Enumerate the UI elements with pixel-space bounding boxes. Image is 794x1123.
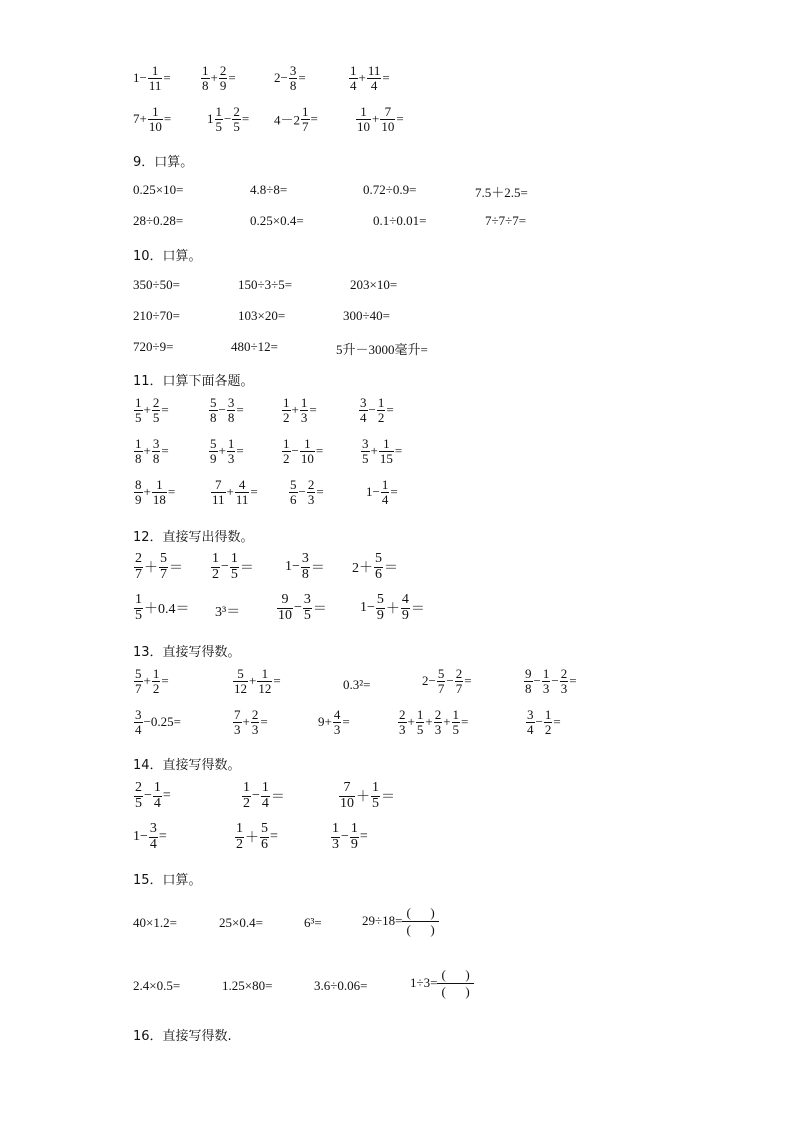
fraction: $\frac{1}{8}$ xyxy=(135,436,142,466)
fraction: $\frac{1}{18}$ xyxy=(152,477,166,507)
section-title-9: 9．口算。 xyxy=(133,155,194,170)
fraction: $\frac{1}{2}$ xyxy=(283,395,290,425)
expr: 1− $\frac{3}{4}$ = xyxy=(133,821,167,852)
expr: $\frac{1}{4}$ + $\frac{11}{4}$ = xyxy=(350,63,390,93)
fraction: $\frac{7}{10}$ xyxy=(340,780,354,811)
expr: $\frac{7}{10}$ ＋ $\frac{1}{5}$ ＝ xyxy=(340,780,395,811)
calc-item-blank: 1÷3= ( ) ( ) xyxy=(410,967,474,999)
fraction: $\frac{1}{7}$ xyxy=(302,104,309,134)
fraction: $\frac{1}{2}$ xyxy=(212,551,219,582)
fraction: $\frac{1}{2}$ xyxy=(152,666,160,696)
fraction: $\frac{3}{4}$ xyxy=(360,395,367,425)
fraction: $\frac{2}{3}$ xyxy=(251,707,259,737)
calc-item: 210÷70= xyxy=(133,308,180,323)
fraction: $\frac{3}{4}$ xyxy=(135,707,142,737)
expr: $\frac{7}{3}$ + $\frac{2}{3}$ = xyxy=(234,707,268,737)
calc-item: 28÷0.28= xyxy=(133,213,184,228)
fraction: $\frac{7}{11}$ xyxy=(212,477,225,507)
fraction: $\frac{2}{5}$ xyxy=(152,395,160,425)
expr: $\frac{5}{7}$ + $\frac{1}{2}$ = xyxy=(135,666,169,696)
calc-item: 25×0.4= xyxy=(219,915,263,930)
fraction: $\frac{1}{5}$ xyxy=(452,707,460,737)
fraction: $\frac{2}{3}$ xyxy=(560,666,568,696)
expr: 1 $\frac{1}{5}$ − $\frac{2}{5}$ = xyxy=(207,104,250,134)
fraction: $\frac{2}{9}$ xyxy=(219,63,227,93)
fraction: $\frac{1}{5}$ xyxy=(215,104,222,134)
expr: 1− $\frac{5}{9}$ ＋ $\frac{4}{9}$ ＝ xyxy=(360,592,425,623)
calc-item: 7.5＋2.5= xyxy=(475,185,528,200)
fraction: $\frac{4}{9}$ xyxy=(401,592,409,623)
fraction: $\frac{3}{8}$ xyxy=(289,63,297,93)
section-title-14: 14．直接写得数。 xyxy=(133,758,241,773)
section-title-10: 10．口算。 xyxy=(133,249,202,264)
calc-item: 3.6÷0.06= xyxy=(314,978,368,993)
fraction: $\frac{11}{4}$ xyxy=(367,63,381,93)
fraction: $\frac{5}{6}$ xyxy=(261,821,268,852)
section-title-13: 13．直接写得数。 xyxy=(133,645,241,660)
calc-item: 720÷9= xyxy=(133,339,174,354)
fraction: $\frac{1}{4}$ xyxy=(381,477,389,507)
expr: $\frac{9}{8}$ − $\frac{1}{3}$ − $\frac{2}{3}$ = xyxy=(525,666,577,696)
fraction: $\frac{1}{4}$ xyxy=(261,780,269,811)
fraction: $\frac{1}{3}$ xyxy=(300,395,308,425)
fraction: $\frac{5}{9}$ xyxy=(210,436,217,466)
expr: 2＋ $\frac{5}{6}$ ＝ xyxy=(352,551,398,582)
expr: 9+ $\frac{4}{3}$ = xyxy=(318,707,350,737)
calc-item-blank: 29÷18= ( ) ( ) xyxy=(362,905,439,937)
expr: 1− $\frac{3}{8}$ ＝ xyxy=(285,551,325,582)
expr: $\frac{5}{12}$ + $\frac{1}{12}$ = xyxy=(234,666,281,696)
expr: $\frac{5}{9}$ + $\frac{1}{3}$ = xyxy=(210,436,244,466)
calc-item: 350÷50= xyxy=(133,277,180,292)
expr: 3³＝ xyxy=(215,605,241,620)
fraction: $\frac{1}{5}$ xyxy=(135,395,142,425)
fraction: $\frac{5}{7}$ xyxy=(135,666,142,696)
fraction: $\frac{3}{8}$ xyxy=(227,395,235,425)
calc-item: 40×1.2= xyxy=(133,915,177,930)
fraction: $\frac{1}{2}$ xyxy=(243,780,250,811)
fraction: $\frac{2}{5}$ xyxy=(233,104,240,134)
calc-item: 300÷40= xyxy=(343,308,390,323)
expr: $\frac{3}{5}$ + $\frac{1}{15}$ = xyxy=(362,436,403,466)
fraction: $\frac{3}{4}$ xyxy=(527,707,534,737)
fraction: $\frac{2}{3}$ xyxy=(307,477,315,507)
expr: $\frac{8}{9}$ + $\frac{1}{18}$ = xyxy=(135,477,176,507)
fraction: $\frac{3}{8}$ xyxy=(152,436,160,466)
expr: 4－2 $\frac{1}{7}$ = xyxy=(274,104,318,134)
fraction: $\frac{8}{9}$ xyxy=(135,477,142,507)
section-title-11: 11．口算下面各题。 xyxy=(133,374,254,389)
calc-item: 1.25×80= xyxy=(222,978,273,993)
calc-item: 6³= xyxy=(304,915,322,930)
fraction: $\frac{1}{4}$ xyxy=(350,63,357,93)
expr: $\frac{1}{2}$ − $\frac{1}{5}$ ＝ xyxy=(212,551,254,582)
fraction: $\frac{1}{5}$ xyxy=(135,592,142,623)
expr: $\frac{2}{7}$ ＋ $\frac{5}{7}$ ＝ xyxy=(135,551,183,582)
calc-item: 0.25×0.4= xyxy=(250,213,304,228)
calc-item: 5升－3000毫升= xyxy=(336,342,428,357)
fraction: $\frac{5}{6}$ xyxy=(375,551,382,582)
fraction: $\frac{1}{5}$ xyxy=(416,707,424,737)
fraction: $\frac{1}{4}$ xyxy=(153,780,161,811)
expr: $\frac{1}{2}$ − $\frac{1}{4}$ ＝ xyxy=(243,780,285,811)
fraction: $\frac{1}{3}$ xyxy=(227,436,235,466)
expr: $\frac{7}{11}$ + $\frac{4}{11}$ = xyxy=(212,477,258,507)
fraction: $\frac{4}{3}$ xyxy=(333,707,341,737)
fraction: $\frac{5}{6}$ xyxy=(290,477,297,507)
fraction: $\frac{1}{5}$ xyxy=(372,780,379,811)
fraction: $\frac{3}{5}$ xyxy=(303,592,311,623)
fraction: $\frac{1}{5}$ xyxy=(230,551,238,582)
calc-item: 4.8÷8= xyxy=(250,182,288,197)
fraction: $\frac{1}{9}$ xyxy=(350,821,358,852)
fraction: $\frac{1}{2}$ xyxy=(377,395,385,425)
calc-item: 150÷3÷5= xyxy=(238,277,293,292)
expr: 0.3²= xyxy=(343,677,371,693)
fraction: $\frac{7}{3}$ xyxy=(234,707,241,737)
fraction: $\frac{1}{2}$ xyxy=(283,436,290,466)
fraction: $\frac{5}{12}$ xyxy=(234,666,247,696)
expr: $\frac{1}{2}$ ＋ $\frac{5}{6}$ = xyxy=(236,821,278,852)
fraction: $\frac{1}{2}$ xyxy=(236,821,243,852)
calc-item: 0.1÷0.01= xyxy=(373,213,427,228)
fraction: $\frac{1}{10}$ xyxy=(300,436,314,466)
fraction: $\frac{5}{8}$ xyxy=(210,395,217,425)
expr: $\frac{1}{8}$ + $\frac{3}{8}$ = xyxy=(135,436,169,466)
fraction: $\frac{7}{10}$ xyxy=(381,104,395,134)
fraction: $\frac{3}{4}$ xyxy=(149,821,157,852)
expr: $\frac{1}{5}$ + $\frac{2}{5}$ = xyxy=(135,395,169,425)
fraction: $\frac{1}{12}$ xyxy=(258,666,272,696)
expr: 1− $\frac{1}{11}$ = xyxy=(133,63,171,93)
expr: 1− $\frac{1}{4}$ = xyxy=(366,477,398,507)
section-title-12: 12．直接写出得数。 xyxy=(133,530,254,545)
calc-item: 7÷7÷7= xyxy=(485,213,527,228)
fraction: $\frac{9}{10}$ xyxy=(278,592,292,623)
fraction: $\frac{2}{5}$ xyxy=(135,780,142,811)
fraction: $\frac{1}{3}$ xyxy=(332,821,339,852)
expr: 7+ $\frac{1}{10}$ = xyxy=(133,104,172,134)
fraction: $\frac{1}{8}$ xyxy=(202,63,209,93)
expr: $\frac{3}{4}$ − $\frac{1}{2}$ = xyxy=(360,395,394,425)
fraction: $\frac{1}{2}$ xyxy=(544,707,552,737)
expr: $\frac{1}{8}$ + $\frac{2}{9}$ = xyxy=(202,63,236,93)
expr: $\frac{9}{10}$ − $\frac{3}{5}$ ＝ xyxy=(278,592,327,623)
expr: $\frac{2}{3}$ + $\frac{1}{5}$ + $\frac{2}{3}$ + $\frac{1}{5}$ = xyxy=(399,707,469,737)
calc-item: 2.4×0.5= xyxy=(133,978,181,993)
fraction: $\frac{3}{8}$ xyxy=(301,551,309,582)
fraction: $\frac{3}{5}$ xyxy=(362,436,369,466)
fraction: $\frac{5}{7}$ xyxy=(160,551,167,582)
section-title-16: 16．直接写得数. xyxy=(133,1029,232,1044)
calc-item: 203×10= xyxy=(350,277,398,292)
expr: $\frac{5}{6}$ − $\frac{2}{3}$ = xyxy=(290,477,324,507)
expr: 2− $\frac{5}{7}$ − $\frac{2}{7}$ = xyxy=(422,666,472,696)
fraction: $\frac{2}{3}$ xyxy=(434,707,442,737)
calc-item: 480÷12= xyxy=(231,339,278,354)
expr: $\frac{1}{5}$ ＋0.4＝ xyxy=(135,592,190,623)
expr: 2− $\frac{3}{8}$ = xyxy=(274,63,306,93)
fraction: $\frac{1}{10}$ xyxy=(148,104,162,134)
fraction: $\frac{1}{11}$ xyxy=(148,63,162,93)
fraction: $\frac{5}{7}$ xyxy=(437,666,445,696)
calc-item: 0.72÷0.9= xyxy=(363,182,417,197)
fraction: $\frac{2}{7}$ xyxy=(455,666,463,696)
fraction: $\frac{9}{8}$ xyxy=(525,666,532,696)
fraction: $\frac{4}{11}$ xyxy=(235,477,249,507)
expr: $\frac{5}{8}$ − $\frac{3}{8}$ = xyxy=(210,395,244,425)
expr: $\frac{2}{5}$ − $\frac{1}{4}$ = xyxy=(135,780,171,811)
calc-item: 103×20= xyxy=(238,308,286,323)
fraction: $\frac{2}{7}$ xyxy=(135,551,142,582)
expr: $\frac{1}{10}$ + $\frac{7}{10}$ = xyxy=(357,104,404,134)
fraction: $\frac{1}{3}$ xyxy=(542,666,550,696)
expr: $\frac{3}{4}$ −0.25= xyxy=(135,707,181,737)
expr: $\frac{1}{3}$ − $\frac{1}{9}$ = xyxy=(332,821,368,852)
fraction: $\frac{1}{15}$ xyxy=(379,436,393,466)
section-title-15: 15．口算。 xyxy=(133,873,202,888)
expr: $\frac{1}{2}$ + $\frac{1}{3}$ = xyxy=(283,395,317,425)
fraction: $\frac{5}{9}$ xyxy=(376,592,384,623)
fraction: $\frac{2}{3}$ xyxy=(399,707,406,737)
expr: $\frac{1}{2}$ − $\frac{1}{10}$ = xyxy=(283,436,324,466)
fraction: $\frac{1}{10}$ xyxy=(357,104,370,134)
expr: $\frac{3}{4}$ − $\frac{1}{2}$ = xyxy=(527,707,561,737)
calc-item: 0.25×10= xyxy=(133,182,184,197)
